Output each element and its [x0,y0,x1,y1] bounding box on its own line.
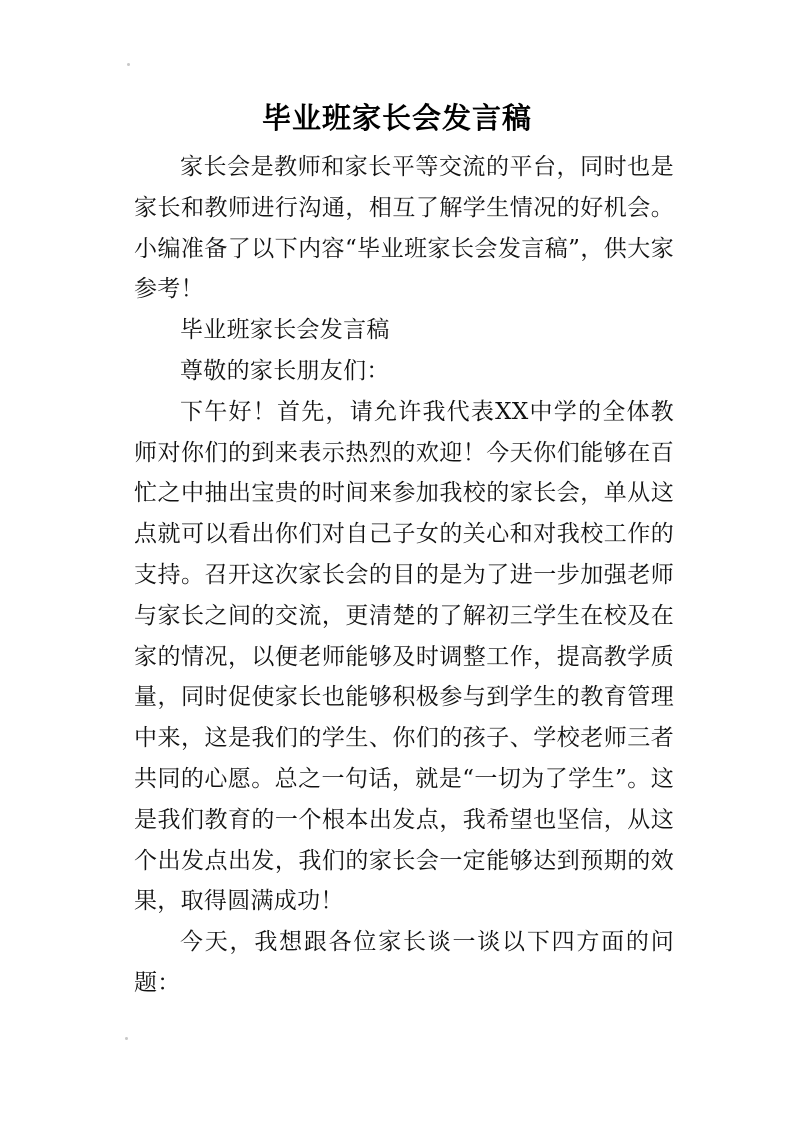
body-paragraph: 今天，我想跟各位家长谈一谈以下四方面的问题： [134,929,674,996]
body-paragraph: 下午好！首先，请允许我代表XX中学的全体教师对你们的到来表示热烈的欢迎！今天你们能够在百忙之中抽出宝贵的时间来参加我校的家长会，单从这点就可以看出你们对自己子女的关心和对我校工作的支持。召开这次家长会的目的是为了进一步加强老师与家长之间的交流，更清楚的了解初三学生在校及在家的情况，以便老师能够及时调整工作，提高教学质量，同时促使家长也能够积极参与到学生的教育管理中来，这是我们的学生、你们的孩子、学校老师三者共同的心愿。总之一句话，就是“一切为了学生”。这是我们教育的一个根本出发点，我希望也坚信，从这个出发点出发，我们的家长会一定能够达到预期的效果，取得圆满成功！ [134,398,674,915]
salutation: 尊敬的家长朋友们： [180,357,390,384]
scan-speck [125,1037,128,1040]
speech-heading: 毕业班家长会发言稿 [180,317,390,344]
intro-paragraph: 家长会是教师和家长平等交流的平台，同时也是家长和教师进行沟通，相互了解学生情况的好机会。小编准备了以下内容“毕业班家长会发言稿”，供大家参考！ [134,154,674,303]
document-title: 毕业班家长会发言稿 [261,101,532,135]
document-body [134,147,674,1004]
scan-speck [127,63,130,66]
